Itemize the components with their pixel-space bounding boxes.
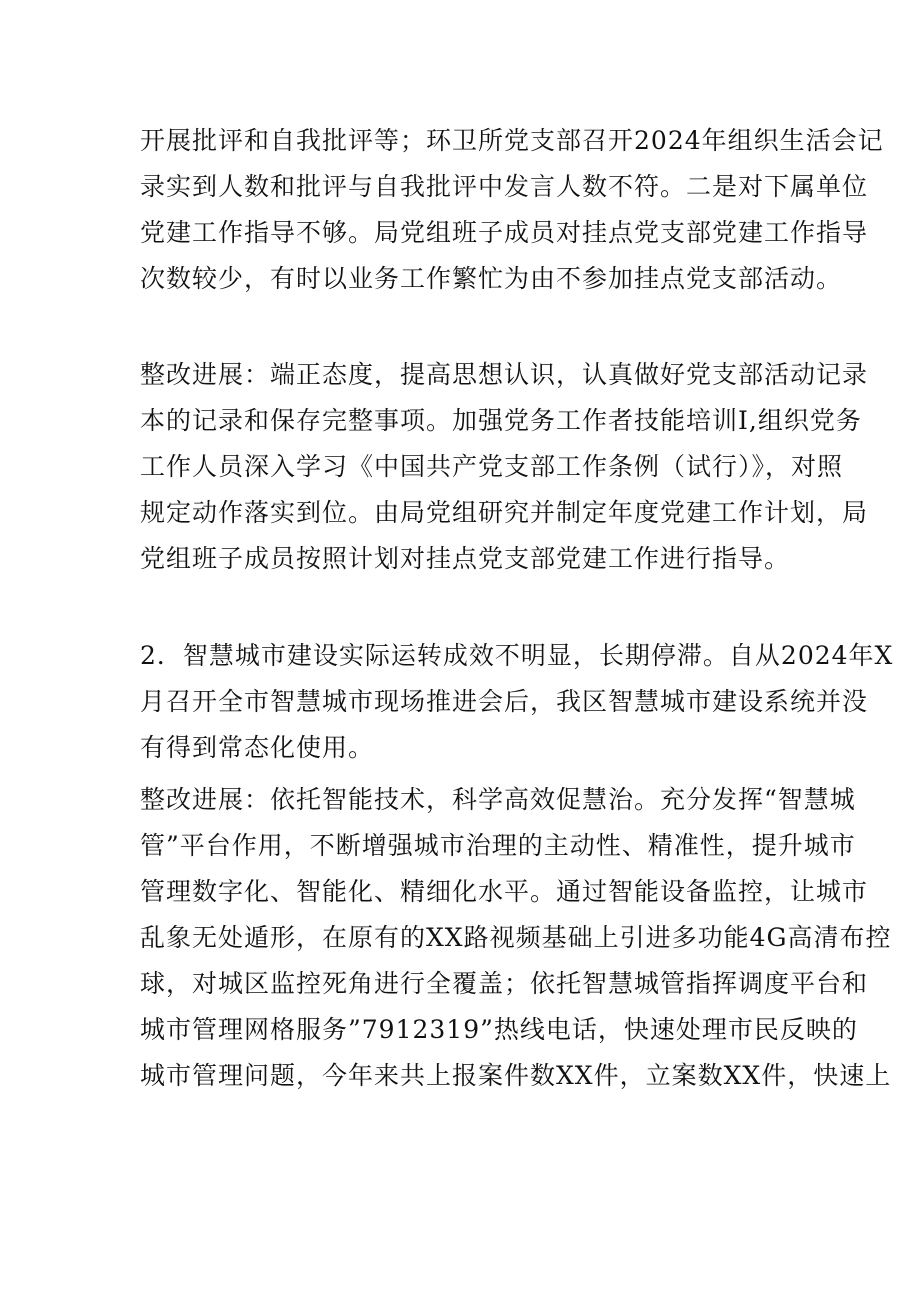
text-line: 规定动作落实到位。由局党组研究并制定年度党建工作计划，局 bbox=[140, 498, 869, 527]
text-line: 乱象无处遁形，在原有的XX路视频基础上引进多功能4G高清布控 bbox=[140, 923, 892, 952]
text-line: 城市管理网格服务”7912319”热线电话，快速处理市民反映的 bbox=[140, 1015, 858, 1044]
text-line: 有得到常态化使用。 bbox=[140, 733, 375, 762]
text-line: 本的记录和保存完整事项。加强党务工作者技能培训I,组织党务 bbox=[140, 406, 862, 435]
text-line: 球，对城区监控死角进行全覆盖；依托智慧城管指挥调度平台和 bbox=[140, 969, 869, 998]
text-line: 党组班子成员按照计划对挂点党支部党建工作进行指导。 bbox=[140, 544, 791, 573]
text-line: 次数较少，有时以业务工作繁忙为由不参加挂点党支部活动。 bbox=[140, 264, 843, 293]
paragraph-smart-city-issue bbox=[140, 633, 894, 771]
text-line: 录实到人数和批评与自我批评中发言人数不符。二是对下属单位 bbox=[140, 172, 869, 201]
paragraph-rectification-progress-2 bbox=[140, 777, 892, 1099]
text-line: 整改进展：依托智能技术，科学高效促慧治。充分发挥“智慧城 bbox=[140, 785, 856, 814]
text-line: 整改进展：端正态度，提高思想认识，认真做好党支部活动记录 bbox=[140, 360, 869, 389]
text-line: 党建工作指导不够。局党组班子成员对挂点党支部党建工作指导 bbox=[140, 218, 869, 247]
paragraph-criticism-issues bbox=[140, 118, 884, 302]
text-line: 工作人员深入学习《中国共产党支部工作条例（试行）》，对照 bbox=[140, 452, 844, 481]
text-line: 月召开全市智慧城市现场推进会后，我区智慧城市建设系统并没 bbox=[140, 687, 869, 716]
text-line: 城市管理问题，今年来共上报案件数XX件，立案数XX件，快速上 bbox=[140, 1061, 892, 1090]
text-line: 开展批评和自我批评等；环卫所党支部召开2024年组织生活会记 bbox=[140, 126, 884, 155]
paragraph-rectification-progress-1 bbox=[140, 352, 869, 582]
text-line: 管理数字化、智能化、精细化水平。通过智能设备监控，让城市 bbox=[140, 877, 869, 906]
text-line: 管”平台作用，不断增强城市治理的主动性、精准性，提升城市 bbox=[140, 831, 856, 860]
text-line: 2．智慧城市建设实际运转成效不明显，长期停滞。自从2024年X bbox=[140, 641, 894, 670]
